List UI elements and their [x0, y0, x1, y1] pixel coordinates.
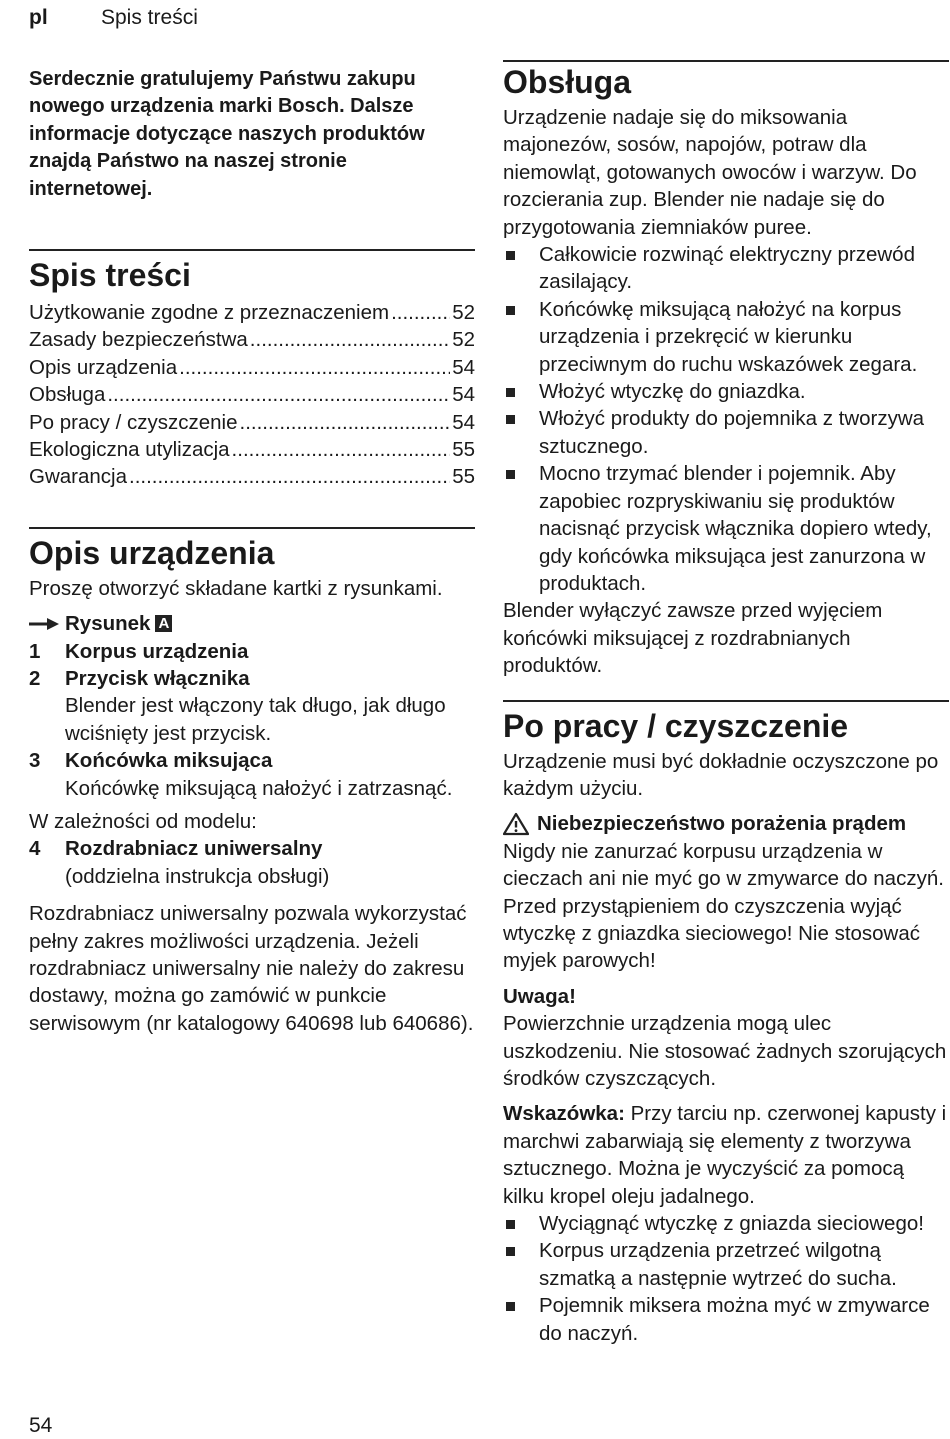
toc-item[interactable]: Użytkowanie zgodne z przeznaczeniem ..... 52 — [29, 299, 475, 326]
obsluga-steps — [503, 241, 949, 597]
tip-label: Wskazówka: — [503, 1102, 625, 1126]
bullet-icon — [503, 1237, 539, 1292]
tip-paragraph — [503, 1100, 949, 1210]
warning-title: Niebezpieczeństwo porażenia prądem — [503, 810, 949, 837]
toc-item[interactable]: Gwarancja ..... 55 — [29, 463, 475, 490]
toc-item[interactable]: Obsługa ..... 54 — [29, 381, 475, 408]
toc-item[interactable]: Ekologiczna utylizacja ..... 55 — [29, 436, 475, 463]
bullet-icon — [503, 241, 539, 296]
section-divider — [29, 249, 475, 251]
part-item: 3 Końcówka miksująca Końcówkę miksującą nałożyć i zatrzasnąć. — [29, 749, 453, 800]
list-item: Włożyć wtyczkę do gniazdka. — [503, 378, 949, 405]
bullet-icon — [503, 405, 539, 460]
toc-list — [29, 299, 475, 491]
list-item: Korpus urządzenia przetrzeć wilgotną szmatką a następnie wytrzeć do sucha. — [503, 1237, 949, 1292]
bullet-icon — [503, 460, 539, 597]
opis-intro: Proszę otworzyć składane kartki z rysunkami. — [29, 576, 443, 600]
cleaning-steps — [503, 1210, 949, 1347]
page-header — [29, 4, 198, 32]
figure-reference — [29, 610, 475, 637]
left-column — [29, 66, 475, 1037]
list-item: Mocno trzymać blender i pojemnik. Aby zapobiec rozpryskiwaniu się produktów nacisnąć przycisk włącznika dopiero wtedy, gdy końcówka miksująca jest zanurzona w produktach. — [503, 460, 949, 597]
obsluga-closing: Blender wyłączyć zawsze przed wyjęciem końcówki miksującej z rozdrabnianych produktów. — [503, 599, 883, 678]
page-number: 54 — [29, 1414, 53, 1437]
right-column — [503, 66, 949, 1347]
toc-item[interactable]: Zasady bezpieczeństwa ..... 52 — [29, 326, 475, 353]
figure-label: Rysunek — [65, 612, 151, 636]
list-item: Końcówkę miksującą nałożyć na korpus urządzenia i przekręcić w kierunku przeciwnym do ruchu wskazówek zegara. — [503, 296, 949, 378]
obsluga-intro: Urządzenie nadaje się do miksowania majonezów, sosów, napojów, potraw dla niemowląt, gotowanych owoców i warzyw. Do rozcierania zup. Blender nie nadaje się do przygotowania ziemniaków puree. — [503, 106, 917, 239]
opis-closing: Rozdrabniacz uniwersalny pozwala wykorzystać pełny zakres możliwości urządzenia. Jeżeli rozdrabniacz uniwersalny nie należy do zakresu dostawy, można go zamówić w punkcie serwisowym (nr katalogowy 640698 lub 640686). — [29, 902, 474, 1035]
warning-text: Nigdy nie zanurzać korpusu urządzenia w cieczach ani nie myć go w zmywarce do naczyń. Przed przystąpieniem do czyszczenia wyjąć wtyczkę z gniazdka sieciowego! Nie stosować myjek parowych! — [503, 839, 944, 973]
model-note: W zależności od modelu: — [29, 810, 257, 834]
bullet-icon — [503, 296, 539, 378]
bullet-icon — [503, 378, 539, 405]
figure-letter: A — [155, 615, 172, 632]
list-item: Całkowicie rozwinąć elektryczny przewód zasilający. — [503, 241, 949, 296]
toc-item[interactable]: Po pracy / czyszczenie ..... 54 — [29, 409, 475, 436]
cleaning-intro: Urządzenie musi być dokładnie oczyszczone po każdym użyciu. — [503, 749, 939, 800]
intro-text: Serdecznie gratulujemy Państwu zakupu nowego urządzenia marki Bosch. Dalsze informacje dotyczące naszych produktów znajdą Państwo na naszej stronie internetowej. — [29, 68, 425, 200]
caution-title: Uwaga! — [503, 984, 576, 1008]
part-item: 1 Korpus urządzenia — [29, 639, 249, 663]
toc-item[interactable]: Opis urządzenia ..... 54 — [29, 354, 475, 381]
section-divider — [29, 527, 475, 529]
header-title: Spis treści — [101, 6, 198, 29]
bullet-icon — [503, 1292, 539, 1347]
language-code: pl — [29, 6, 48, 29]
part-item: 2 Przycisk włącznika Blender jest włączony tak długo, jak długo wciśnięty jest przycisk. — [29, 666, 446, 745]
toc-heading: Spis treści — [29, 257, 191, 294]
list-item: Pojemnik miksera można myć w zmywarce do naczyń. — [503, 1292, 949, 1347]
list-item: Wyciągnąć wtyczkę z gniazda sieciowego! — [503, 1210, 949, 1237]
tip-text: Przy tarciu np. czerwonej kapusty i marchwi zabarwiają się elementy z tworzywa sztucznego. Można je wyczyścić za pomocą kilku kropel oleju jadalnego. — [503, 1102, 947, 1208]
caution-text: Powierzchnie urządzenia mogą ulec uszkodzeniu. Nie stosować żadnych szorujących środków czyszczących. — [503, 1012, 947, 1090]
part-item: 4 Rozdrabniacz uniwersalny (oddzielna instrukcja obsługi) — [29, 837, 330, 888]
warning-triangle-icon — [503, 812, 529, 836]
list-item: Włożyć produkty do pojemnika z tworzywa sztucznego. — [503, 405, 949, 460]
opis-heading: Opis urządzenia — [29, 534, 275, 571]
cleaning-heading: Po pracy / czyszczenie — [503, 707, 849, 744]
obsluga-heading: Obsługa — [503, 64, 632, 100]
arrow-right-icon — [29, 617, 59, 631]
section-divider — [503, 700, 949, 702]
bullet-icon — [503, 1210, 539, 1237]
